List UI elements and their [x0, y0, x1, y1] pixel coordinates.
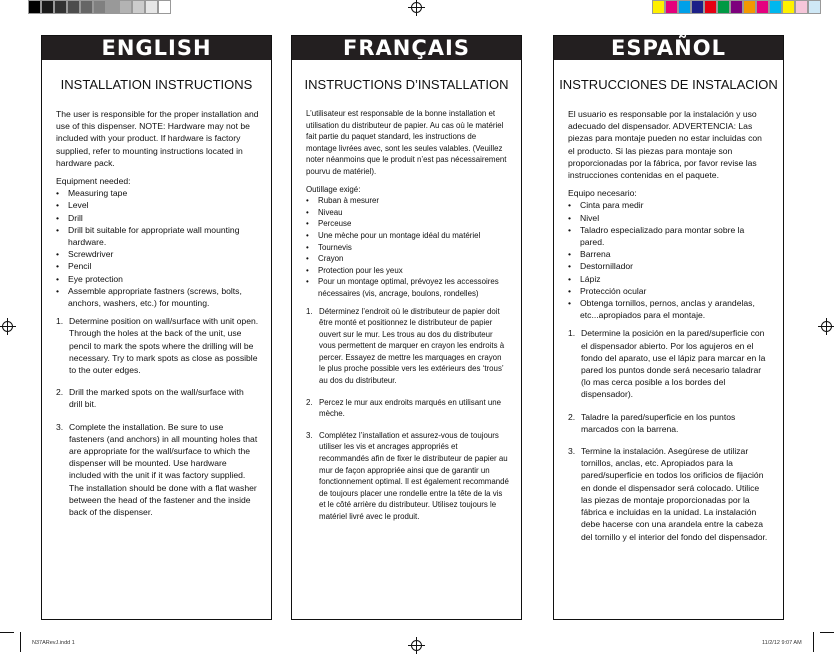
- color-swatch: [54, 0, 67, 14]
- color-calibration-bar: [652, 0, 821, 16]
- print-timestamp: 11/2/12 9:07 AM: [762, 640, 802, 646]
- color-swatch: [145, 0, 158, 14]
- step-number: 1.: [56, 316, 64, 327]
- equipment-label: Equipo necesario:: [568, 188, 637, 199]
- color-swatch: [67, 0, 80, 14]
- step-item: [568, 327, 771, 400]
- step-item: [568, 411, 771, 435]
- color-swatch: [93, 0, 106, 14]
- color-swatch: [691, 0, 704, 14]
- equipment-list: [568, 199, 771, 321]
- step-number: 3.: [568, 446, 576, 457]
- instructions-title: INSTRUCCIONES DE INSTALACION: [559, 77, 778, 92]
- steps-list: [56, 315, 259, 518]
- equipment-item: • Ruban à mesurer: [306, 195, 509, 207]
- crop-mark: [813, 632, 814, 652]
- equipment-item: • Une mèche pour un montage idéal du matériel: [306, 230, 509, 242]
- equipment-item: • Barrena: [568, 248, 771, 260]
- color-swatch: [769, 0, 782, 14]
- color-swatch: [782, 0, 795, 14]
- step-number: 1.: [306, 306, 313, 316]
- color-swatch: [132, 0, 145, 14]
- step-item: [306, 397, 509, 420]
- color-swatch: [41, 0, 54, 14]
- equipment-item: • Drill bit suitable for appropriate wall mounting hardware.: [56, 224, 259, 248]
- equipment-item: • Assemble appropriate fastners (screws, bolts, anchors, washers, etc.) for mounting.: [56, 285, 259, 309]
- step-item: [56, 421, 259, 519]
- color-swatch: [717, 0, 730, 14]
- step-text: Taladre la pared/superficie en los puntos marcados con la barrena.: [581, 411, 736, 434]
- step-text: Complete the installation. Be sure to use fasteners (and anchors) in all mounting holes that are appropriate for the wall/surface to which the dispenser will be mounted. Use hardware included with the unit if it was factory supplied. The installation should be done with a flat washer between the head of the fastener and the inside back of the dispenser.: [69, 421, 258, 518]
- crop-mark: [0, 632, 14, 633]
- color-swatch: [80, 0, 93, 14]
- step-item: [56, 386, 259, 410]
- step-number: 2.: [306, 397, 313, 407]
- color-swatch: [28, 0, 41, 14]
- equipment-item: • Protection pour les yeux: [306, 265, 509, 277]
- crop-mark: [820, 632, 834, 633]
- steps-list: [306, 306, 509, 523]
- equipment-item: • Tournevis: [306, 242, 509, 254]
- step-item: [568, 445, 771, 543]
- step-number: 2.: [568, 411, 576, 422]
- equipment-item: • Drill: [56, 212, 259, 224]
- registration-mark-bottom: [411, 640, 422, 651]
- registration-mark-top: [411, 2, 422, 13]
- color-swatch: [795, 0, 808, 14]
- grayscale-calibration-bar: [28, 0, 171, 16]
- step-text: Determine la posición en la pared/superficie con el dispensador abierto. Por los agujeros en el fondo del aparato, use el lápiz para marcar en la pared los puntos donde será necesario taladrar (lo mas cerca posible a los bordes del dispensador).: [581, 328, 766, 400]
- color-swatch: [119, 0, 132, 14]
- equipment-item: • Pencil: [56, 260, 259, 272]
- step-text: Drill the marked spots on the wall/surface with drill bit.: [69, 387, 244, 410]
- registration-mark-left: [2, 321, 13, 332]
- equipment-item: • Cinta para medir: [568, 199, 771, 211]
- equipment-item: • Screwdriver: [56, 248, 259, 260]
- equipment-item: • Niveau: [306, 207, 509, 219]
- language-column-0: [41, 35, 272, 620]
- equipment-item: • Eye protection: [56, 273, 259, 285]
- color-swatch: [730, 0, 743, 14]
- color-swatch: [756, 0, 769, 14]
- intro-paragraph: El usuario es responsable por la instalación y uso adecuado del dispensador. ADVERTENCIA: Las piezas para montaje pueden no estar incluidas con el producto. Si las piezas para montaje son proporcionadas por la fábrica, por favor revise las instrucciones contenidas en el paquete.: [568, 109, 762, 181]
- instructions-body: [554, 108, 783, 543]
- equipment-item: • Lápiz: [568, 273, 771, 285]
- step-number: 3.: [56, 421, 64, 432]
- step-text: Déterminez l’endroit où le distributeur de papier doit être monté et positionnez le distributeur de papier ouvert sur le mur. Les trous au dos du distributeur vous permettent de marquer en crayon les endroits à percer. Essayez de mettre les marquages en crayon le plus proche possible vers les extérieurs des ‘trous’ au dos du distributeur.: [319, 306, 505, 386]
- color-swatch: [106, 0, 119, 14]
- crop-mark: [20, 632, 21, 652]
- equipment-item: • Taladro especializado para montar sobre la pared.: [568, 224, 771, 248]
- color-swatch: [704, 0, 717, 14]
- equipment-label: Outillage exigé:: [306, 184, 361, 194]
- intro-paragraph: The user is responsible for the proper installation and use of this dispenser. NOTE: Hardware may not be included with your product. If hardware is factory supplied, refer to mounting instructions located in hardware pack.: [56, 109, 259, 168]
- step-text: Complétez l’installation et assurez-vous de toujours utiliser les vis et ancrages appropriés et recommandés afin de fixer le distributeur de papier au mur de façon appropriée ainsi que de garantir un fonctionnement optimal. Il est également recommandé de toujours placer une rondelle entre la tête de la vis et le côté arrière du distributeur. Utilisez toujours le matériel livré avec le produit.: [319, 430, 509, 521]
- equipment-item: • Nivel: [568, 212, 771, 224]
- equipment-item: • Perceuse: [306, 218, 509, 230]
- registration-mark-right: [821, 321, 832, 332]
- equipment-list: [306, 195, 509, 299]
- language-heading: ESPAÑOL: [554, 36, 783, 60]
- equipment-label: Equipment needed:: [56, 176, 131, 187]
- step-number: 1.: [568, 328, 576, 339]
- steps-list: [568, 327, 771, 542]
- language-column-2: [553, 35, 784, 620]
- equipment-item: • Measuring tape: [56, 187, 259, 199]
- equipment-item: • Obtenga tornillos, pernos, anclas y arandelas, etc...apropiados para el montaje.: [568, 297, 771, 321]
- color-swatch: [743, 0, 756, 14]
- step-text: Termine la instalación. Asegúrese de utilizar tornillos, anclas, etc. Apropiados para la pared/superficie en todos los orificios de fijación en donde el dispensador será colocado. Utilice las piezas de montaje proporcionadas por la fábrica e incluidas en la unidad. La instalación debe hacerse con una arandela entre la cabeza del tornillo y el interior del fondo del dispensador.: [581, 446, 768, 542]
- step-item: [56, 315, 259, 376]
- equipment-item: • Pour un montage optimal, prévoyez les accessoires nécessaires (vis, ancrage, boulons, rondelles): [306, 276, 509, 299]
- step-item: [306, 306, 509, 387]
- instructions-body: [42, 108, 271, 518]
- instructions-title: INSTALLATION INSTRUCTIONS: [60, 77, 253, 92]
- equipment-item: • Level: [56, 199, 259, 211]
- color-swatch: [678, 0, 691, 14]
- language-column-1: [291, 35, 522, 620]
- instructions-body: [292, 108, 521, 523]
- equipment-item: • Protección ocular: [568, 285, 771, 297]
- file-name-slug: N37ARevJ.indd 1: [32, 640, 75, 646]
- color-swatch: [665, 0, 678, 14]
- equipment-item: • Crayon: [306, 253, 509, 265]
- step-item: [306, 430, 509, 523]
- equipment-item: • Destornillador: [568, 260, 771, 272]
- instructions-title: INSTRUCTIONS D’INSTALLATION: [304, 77, 509, 92]
- step-text: Determine position on wall/surface with unit open. Through the holes at the back of the unit, use pencil to mark the spots where the drilling will be necessary. Try to mark spots as close as possible to the outer edges.: [69, 316, 259, 376]
- equipment-list: [56, 187, 259, 309]
- intro-paragraph: L’utilisateur est responsable de la bonne installation et utilisation du distributeur de papier. Au cas où le matériel fait partie du paquet standard, les instructions de montage livrées avec, sont les seules valables. (Veuillez noter néanmoins que le produit n’est pas nécessairement pourvu de matériel).: [306, 109, 507, 176]
- color-swatch: [808, 0, 821, 14]
- language-heading: ENGLISH: [42, 36, 271, 60]
- step-number: 3.: [306, 430, 313, 440]
- color-swatch: [652, 0, 665, 14]
- language-heading: FRANÇAIS: [292, 36, 521, 60]
- step-number: 2.: [56, 387, 64, 398]
- color-swatch: [158, 0, 171, 14]
- step-text: Percez le mur aux endroits marqués en utilisant une mèche.: [319, 397, 502, 419]
